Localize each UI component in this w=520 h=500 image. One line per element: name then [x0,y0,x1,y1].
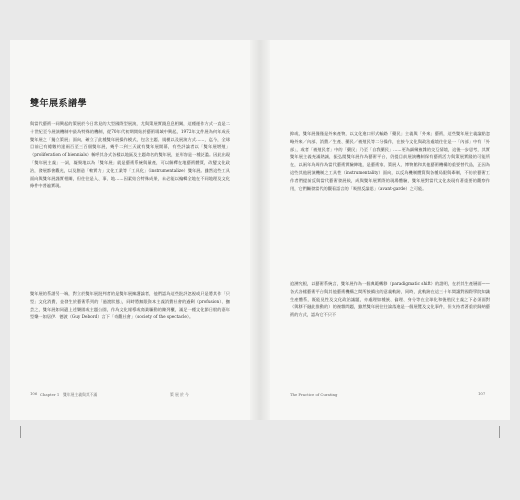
book-spine [250,40,270,420]
right-footer-title: The Practice of Curating [290,392,338,397]
left-page-number: 106 [30,391,38,396]
left-footer-chapter: Chapter 1 雙年展主義與其不滿 [40,392,98,397]
right-paragraph-2: 追溯究根，以藝術系統言，雙年展作為一個典範轉移（paradigmatic shift）的證明，在於其生產層面——各式各樣藝術平台與其他藝術機構之間所接續出的意義軌跡，同時，此軌跡在這三十年間讓對國際學院知識生產體系，既能見性及文化政治議題，亦處理如種族、倫理、身分等在全球化和後殖民主義之下必須面對（與移不融此推動的）的複雜問題，雖然雙年展往往淪落進是一個展覽及文化事件，但支持者著重於歸納藝術的方式，認為它不只不 [290,281,490,318]
section-title: 雙年展系譜學 [30,99,88,109]
left-paragraph-1: 與當代藝術一同興起的策展於今日常見的大型國際型展演，尤與策展實踐息息相關，這種運作方式一直是二十世紀至今展演機制中最為特殊的機制，從70年代初期開始於藝術場域中興起，1972年文件展為何年成長雙年展之「獨立策展」面向，確立了此種雙年展操作模式，包含主題、規模以及展演方式……，迄今，全球目前已有總數約達兩百至三百個雙年展，幾乎二到三天就有雙年展開幕，有些評論者以「雙年展增殖」（proliferation of biennials）稱呼其各式各樣以地區及主題命名的雙年展，並形容是一種泛濫。因此出現「雙年展主義」一詞，凝聚地以為「雙年展」就是藝術系統與量產，可以解釋在地藝術體質，改變文化政治，發展都會觀光，以及創造「軟實力」文化工業等「工具化」（instrumentalize）雙年展。雖然這些工具面向與雙年展謹實相關，但往往是入、事、地……因素結合特殊成果，未必能以編輯全地在不同地理及文化條件中普遍實現。 [30,121,230,189]
right-page-number: 107 [478,391,486,396]
left-page [10,40,250,420]
crop-mark [20,426,21,438]
left-footer-book-title: 策 展 於 今 [170,392,189,397]
crop-mark [499,426,500,438]
right-paragraph-1: 抑或，雙年展僅僅是外來產物，以文化進口形式輸路「藥民」主義與「外來」藝術，這些雙年展主義論點忽略外來／內部、消費／生產、藥民／被殖民等二分操作，在接今文化與政治處境往往是一「內部」中有「外部」，或者「被殖民者」中的「藥民」乃至「自我藥民」……更為細緻複雜的交互情境，這後一步思考，其實雙年展主義充滿熱誠，振弘閱雙年展作為藝術平台，仍提目前展演機制保有藝術活力與策展實踐的可能所在，以兩年為周作為當代藝術實驗陣地，是藝術家、策展人、博物館和其他藝術機構的重要替代品，正因為這些其他展演機制之工具性（instrumentality）面向，以反為機制體質與各種局限與牽制，不仿於藝術工作者們提前反與當代藝術發展候，成與雙年展實際的現場體驗，雙年展對當代文化表現有著重要的觀察作用，它們觸發當代的觀看語言的「吸照反論思」（avant-garde）之可能。 [290,131,490,191]
right-page [270,40,510,420]
left-paragraph-2: 雙年展的系譜另一端，對立於雙年展批判者的是雙年展擁護論者，他們認為這些批評忽視或只是將其作「只型」文化消費，並發生於藝術系列的「過渡狀態」，同時將無限資本主義消費社會的過剩（profusion）、撫芸之，雙年展如同遺上述樂園或主題公園，作為文化報導或商業驅動的陳列櫃，滿足一種文化節日般的嘉年型樂一如居伊．德波（Guy Debord）言下「奇觀社會」（society of the spectacle）。 [30,291,230,320]
